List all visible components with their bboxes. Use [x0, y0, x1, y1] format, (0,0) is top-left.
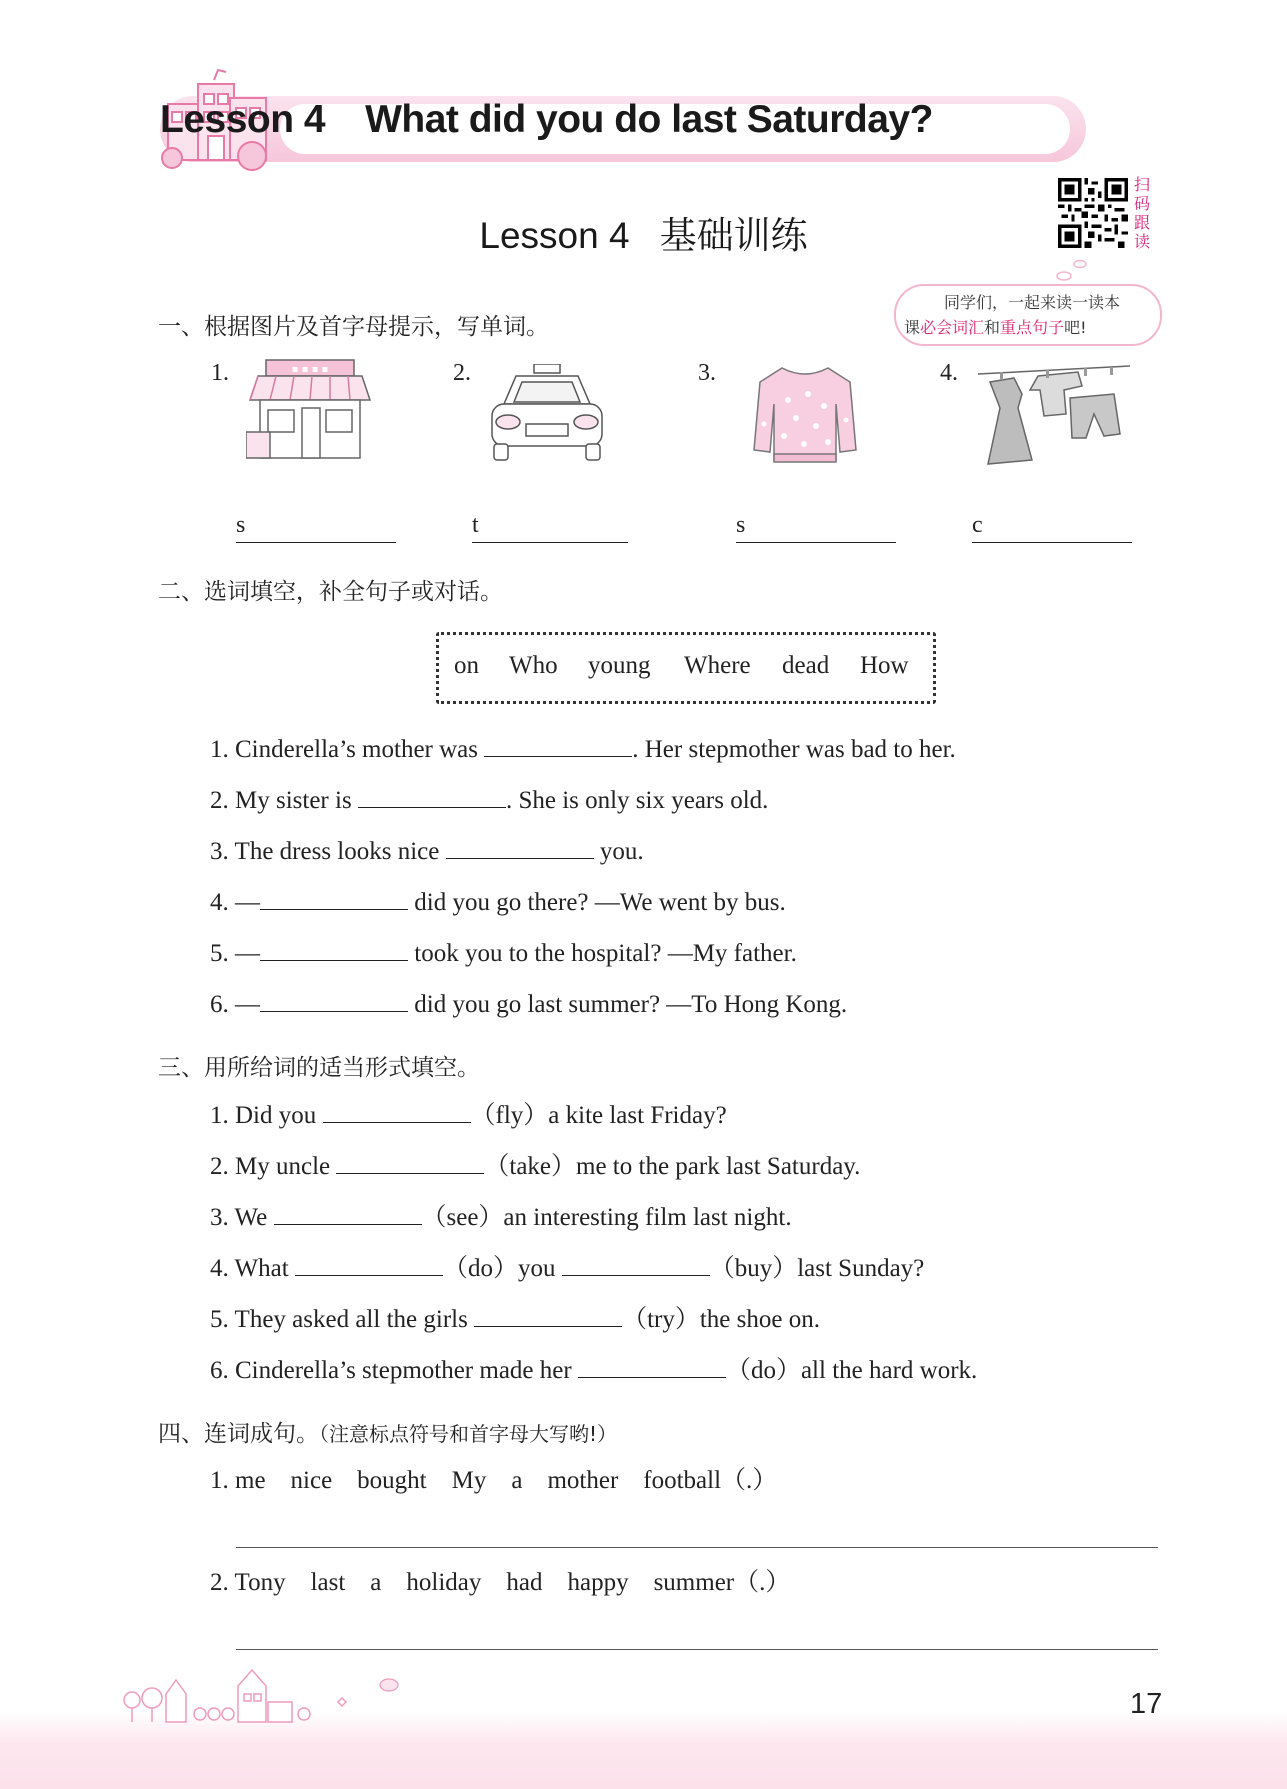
qr-code-icon[interactable]	[1058, 178, 1128, 248]
section1-title: 一、根据图片及首字母提示，写单词。	[158, 314, 549, 340]
bubble-text-line1: 同学们，一起来读一读本	[944, 293, 1121, 312]
fill-blank[interactable]	[358, 785, 506, 808]
fill-blank[interactable]	[295, 1253, 443, 1276]
bubble-text-line2	[904, 315, 1086, 338]
qr-caption-char: 码	[1134, 194, 1151, 213]
fill-blank[interactable]	[260, 887, 408, 910]
word-bank-item: How	[860, 652, 909, 679]
question-s3-1: 1. Did you （fly）a kite last Friday?	[210, 1102, 727, 1129]
word-bank-item: young	[588, 652, 651, 679]
question-s3-5: 5. They asked all the girls （try）the shoe on.	[210, 1306, 820, 1333]
question-s2-3: 3. The dress looks nice you.	[210, 838, 644, 865]
answer-line[interactable]	[236, 1649, 1158, 1650]
bubble-tail-icon	[1056, 256, 1090, 284]
fill-blank[interactable]	[474, 1304, 622, 1327]
answer-blank[interactable]	[736, 542, 896, 543]
word-bank-item: dead	[782, 652, 830, 679]
qr-caption-char: 跟	[1134, 213, 1151, 232]
question-s3-2: 2. My uncle （take）me to the park last Saturday.	[210, 1153, 861, 1180]
shop-icon	[246, 356, 382, 464]
word-bank-item: on	[454, 652, 479, 679]
question-s2-2: 2. My sister is . She is only six years old.	[210, 787, 769, 814]
word-bank-item: Where	[684, 652, 751, 679]
fill-blank[interactable]	[336, 1151, 484, 1174]
qr-caption	[1134, 175, 1154, 251]
bubble-text: 吧!	[1064, 318, 1087, 337]
fill-blank[interactable]	[260, 938, 408, 961]
picture-number: 3.	[698, 360, 716, 386]
section3-title: 三、用所给词的适当形式填空。	[158, 1055, 480, 1081]
cloud-icon	[378, 1674, 400, 1694]
lesson-title	[160, 98, 933, 142]
question-s2-4: 4. — did you go there? —We went by bus.	[210, 889, 786, 916]
fill-blank[interactable]	[562, 1253, 710, 1276]
clothes-icon	[974, 364, 1134, 468]
word-bank-item: Who	[509, 652, 558, 679]
question-s2-1: 1. Cinderella’s mother was . Her stepmother was bad to her.	[210, 736, 956, 763]
lesson-title-text: What did you do last Saturday?	[365, 98, 933, 141]
lesson-label: Lesson 4	[160, 98, 326, 141]
sweater-icon	[752, 364, 858, 468]
answer-first-letter: c	[972, 512, 983, 538]
section2-title: 二、选词填空，补全句子或对话。	[158, 579, 503, 605]
town-decoration-icon	[118, 1664, 358, 1724]
qr-caption-char: 扫	[1134, 175, 1151, 194]
subtitle-text: 基础训练	[659, 215, 808, 256]
question-s3-3: 3. We （see）an interesting film last night.	[210, 1204, 792, 1231]
bubble-text: 和	[984, 318, 1001, 337]
bubble-text: 课	[904, 318, 921, 337]
answer-blank[interactable]	[972, 542, 1132, 543]
answer-first-letter: t	[472, 512, 479, 538]
fill-blank[interactable]	[274, 1202, 422, 1225]
fill-blank[interactable]	[578, 1355, 726, 1378]
answer-blank[interactable]	[236, 542, 396, 543]
question-s2-6: 6. — did you go last summer? —To Hong Kong.	[210, 991, 848, 1018]
subtitle-lesson: Lesson 4	[479, 215, 630, 256]
picture-number: 1.	[211, 360, 229, 386]
bubble-highlight-sentences: 重点句子	[1000, 318, 1065, 337]
question-s4-1: 1. me nice bought My a mother football（.）	[210, 1467, 778, 1494]
qr-caption-char: 读	[1134, 232, 1151, 251]
fill-blank[interactable]	[323, 1100, 471, 1123]
section4-title: 四、连词成句。（注意标点符号和首字母大写哟!）	[158, 1421, 618, 1447]
page-number: 17	[1130, 1688, 1163, 1720]
answer-first-letter: s	[736, 512, 746, 538]
answer-line[interactable]	[236, 1547, 1158, 1548]
answer-first-letter: s	[236, 512, 246, 538]
taxi-icon	[486, 364, 608, 464]
question-s2-5: 5. — took you to the hospital? —My father.	[210, 940, 797, 967]
svg-text:▪ ▪ ▪ ▪: ▪ ▪ ▪ ▪	[291, 364, 329, 375]
answer-blank[interactable]	[472, 542, 628, 543]
fill-blank[interactable]	[484, 734, 632, 757]
fill-blank[interactable]	[446, 836, 594, 859]
fill-blank[interactable]	[260, 989, 408, 1012]
picture-number: 2.	[453, 360, 471, 386]
question-s3-6: 6. Cinderella’s stepmother made her （do）all the hard work.	[210, 1357, 978, 1384]
picture-number: 4.	[940, 360, 958, 386]
question-s4-2: 2. Tony last a holiday had happy summer（.）	[210, 1569, 791, 1596]
bubble-highlight-words: 必会词汇	[920, 318, 985, 337]
section4-note: （注意标点符号和首字母大写哟!）	[319, 1422, 618, 1446]
question-s3-4: 4. What （do）you （buy）last Sunday?	[210, 1255, 925, 1282]
